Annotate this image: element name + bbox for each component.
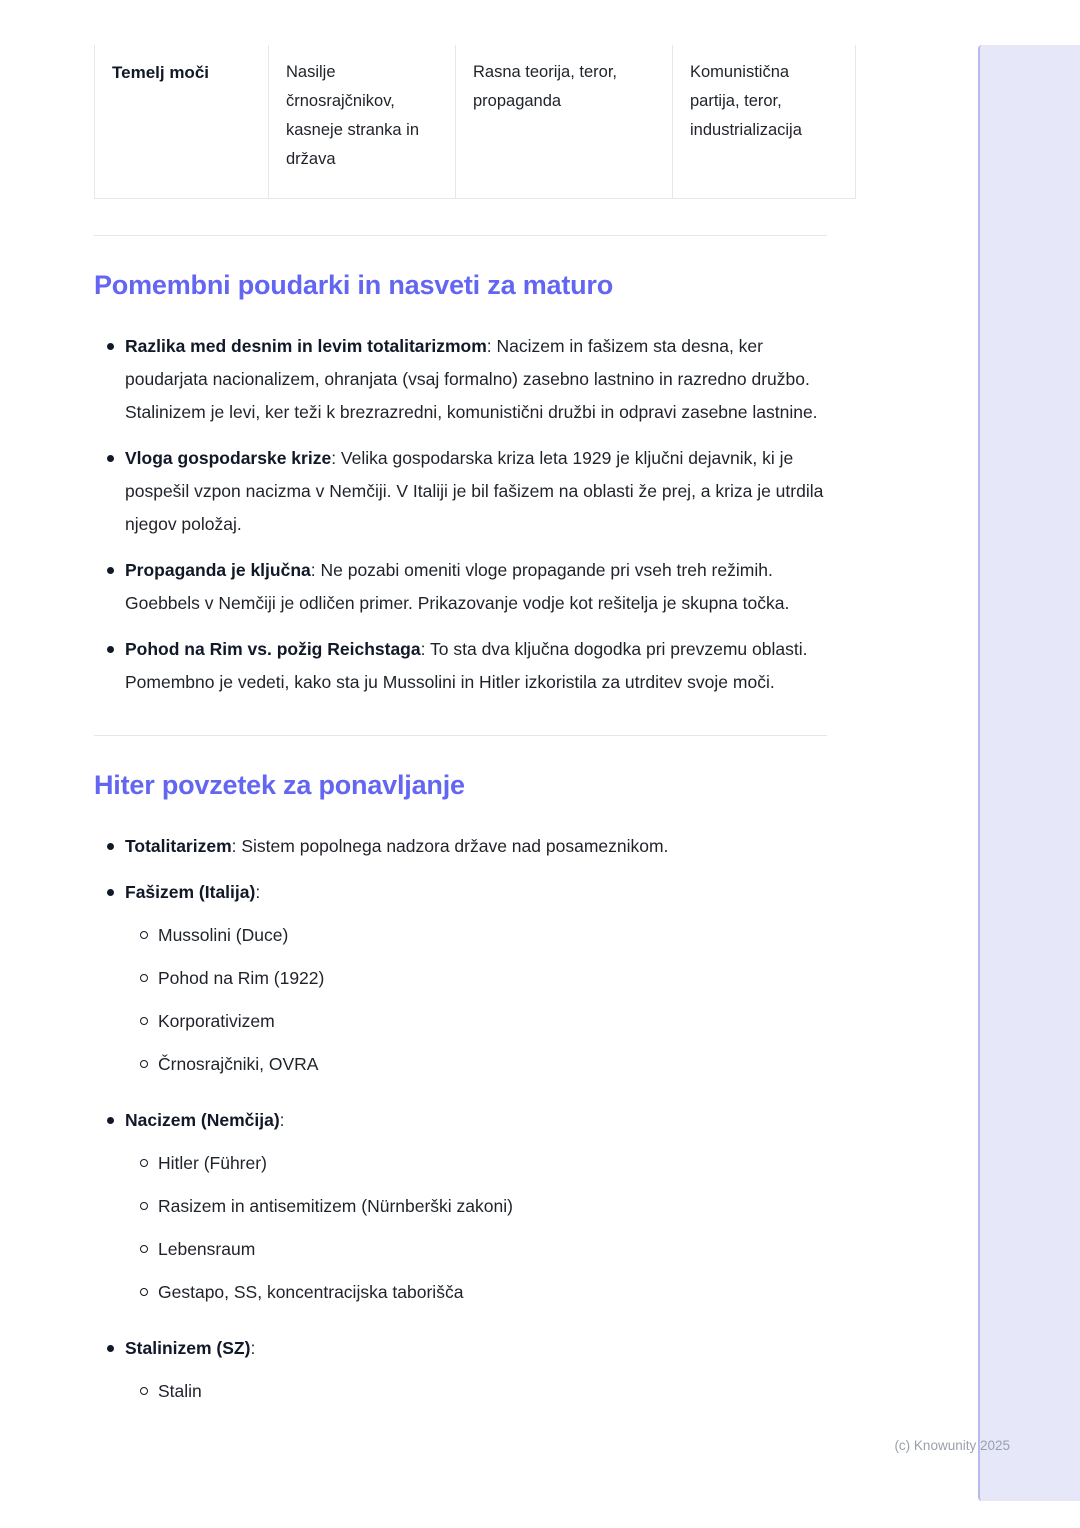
bullet-text (125, 876, 825, 1091)
bullet-text (125, 1332, 825, 1418)
bullet-body: : Sistem popolnega nadzora države nad posameznikom. (231, 836, 669, 856)
document-content (94, 0, 855, 1431)
sub-item-text: Korporativizem (158, 1011, 275, 1031)
bullet-list-quick-summary (94, 830, 827, 1418)
bullet-lead: Vloga gospodarske krize (125, 448, 332, 468)
bullet-body: : To sta dva ključna dogodka pri prevzemu oblasti. Pomembno je vedeti, kako sta ju Mussolini in Hitler izkoristila za utrditev svoje moči. (125, 639, 808, 692)
sub-item-text: Hitler (Führer) (158, 1153, 267, 1173)
sub-item-text: Gestapo, SS, koncentracijska taborišča (158, 1282, 464, 1302)
sub-list-item (125, 919, 825, 952)
comparison-table (94, 45, 856, 199)
sub-list-fascism (125, 919, 825, 1081)
sub-list-stalinism (125, 1375, 825, 1408)
sub-list-item (125, 1147, 825, 1180)
bullet-list-exam-tips (94, 330, 827, 699)
dot-bullet-icon (107, 343, 114, 350)
circle-bullet-icon (140, 931, 148, 939)
list-item-fascism (94, 876, 827, 1091)
bullet-text (125, 633, 825, 699)
sub-item-text: Lebensraum (158, 1239, 256, 1259)
list-item-stalinism (94, 1332, 827, 1418)
circle-bullet-icon (140, 1060, 148, 1068)
bullet-marker (94, 442, 125, 541)
bullet-text (125, 330, 825, 429)
bullet-lead: Pohod na Rim vs. požig Reichstaga (125, 639, 421, 659)
circle-bullet-icon (140, 1245, 148, 1253)
bullet-marker (94, 830, 125, 863)
circle-bullet-icon (140, 1288, 148, 1296)
bullet-lead: Razlika med desnim in levim totalitarizmom (125, 336, 487, 356)
side-stripe-decoration (978, 45, 1080, 1501)
sub-bullet-marker (125, 1147, 158, 1180)
dot-bullet-icon (107, 567, 114, 574)
bullet-lead: Stalinizem (SZ) (125, 1338, 251, 1358)
table-cell-stalinism: Komunistična partija, teror, industrializacija (673, 45, 856, 199)
sub-list-item (125, 1190, 825, 1223)
list-item (94, 554, 827, 620)
bullet-lead: Fašizem (Italija) (125, 882, 256, 902)
sub-list-item (125, 1276, 825, 1309)
bullet-marker (94, 554, 125, 620)
sub-bullet-marker (125, 1190, 158, 1223)
circle-bullet-icon (140, 974, 148, 982)
sub-item-text: Črnosrajčniki, OVRA (158, 1054, 319, 1074)
list-item (94, 633, 827, 699)
sub-bullet-marker (125, 1048, 158, 1081)
sub-bullet-marker (125, 1233, 158, 1266)
bullet-text (125, 1104, 825, 1319)
bullet-lead: Totalitarizem (125, 836, 232, 856)
bullet-marker (94, 633, 125, 699)
list-item (94, 830, 827, 863)
bullet-body: : (250, 1338, 256, 1358)
list-item (94, 330, 827, 429)
bullet-text (125, 830, 825, 863)
bullet-text (125, 442, 825, 541)
circle-bullet-icon (140, 1202, 148, 1210)
bullet-marker (94, 330, 125, 429)
bullet-marker (94, 876, 125, 1091)
bullet-marker (94, 1104, 125, 1319)
list-item (94, 442, 827, 541)
bullet-body: : Ne pozabi omeniti vloge propagande pri vseh treh režimih. Goebbels v Nemčiji je odličen primer. Prikazovanje vodje kot rešitelja je skupna točka. (125, 560, 790, 613)
dot-bullet-icon (107, 455, 114, 462)
circle-bullet-icon (140, 1387, 148, 1395)
sub-item-text: Stalin (158, 1381, 202, 1401)
sub-list-item (125, 1048, 825, 1081)
sub-item-text: Pohod na Rim (1922) (158, 968, 325, 988)
sub-bullet-marker (125, 1005, 158, 1038)
sub-list-item (125, 962, 825, 995)
dot-bullet-icon (107, 646, 114, 653)
bullet-body: : Velika gospodarska kriza leta 1929 je ključni dejavnik, ki je pospešil vzpon nacizma v Nemčiji. V Italiji je bil fašizem na oblasti že prej, a kriza je utrdila njegov položaj. (125, 448, 824, 534)
table-cell-fascism: Nasilje črnosrajčnikov, kasneje stranka in država (269, 45, 456, 199)
copyright-notice: (c) Knowunity 2025 (894, 1438, 1010, 1453)
sub-item-text: Mussolini (Duce) (158, 925, 289, 945)
section-divider (94, 735, 827, 736)
circle-bullet-icon (140, 1159, 148, 1167)
bullet-lead: Propaganda je ključna (125, 560, 311, 580)
dot-bullet-icon (107, 843, 114, 850)
bullet-body: : (255, 882, 261, 902)
circle-bullet-icon (140, 1017, 148, 1025)
sub-list-item (125, 1375, 825, 1408)
dot-bullet-icon (107, 1117, 114, 1124)
section-divider (94, 235, 827, 236)
dot-bullet-icon (107, 889, 114, 896)
bullet-body: : Nacizem in fašizem sta desna, ker poudarjata nacionalizem, ohranjata (vsaj formalno) zasebno lastnino in razredno družbo. Stalinizem je levi, ker teži k brezrazredni, komunistični družbi in odpravi zasebne lastnine. (125, 336, 818, 422)
dot-bullet-icon (107, 1345, 114, 1352)
table-cell-nazism: Rasna teorija, teror, propaganda (456, 45, 673, 199)
bullet-body: : (279, 1110, 285, 1130)
sub-bullet-marker (125, 919, 158, 952)
list-item-nazism (94, 1104, 827, 1319)
sub-item-text: Rasizem in antisemitizem (Nürnberški zakoni) (158, 1196, 513, 1216)
bullet-lead: Nacizem (Nemčija) (125, 1110, 280, 1130)
table-row-header: Temelj moči (95, 45, 269, 199)
sub-list-item (125, 1005, 825, 1038)
bullet-marker (94, 1332, 125, 1418)
table-row (95, 45, 856, 199)
bullet-text (125, 554, 825, 620)
section-heading-quick-summary: Hiter povzetek za ponavljanje (94, 770, 465, 800)
sub-bullet-marker (125, 962, 158, 995)
sub-bullet-marker (125, 1375, 158, 1408)
sub-list-nazism (125, 1147, 825, 1309)
section-heading-exam-tips: Pomembni poudarki in nasveti za maturo (94, 270, 614, 300)
sub-list-item (125, 1233, 825, 1266)
sub-bullet-marker (125, 1276, 158, 1309)
